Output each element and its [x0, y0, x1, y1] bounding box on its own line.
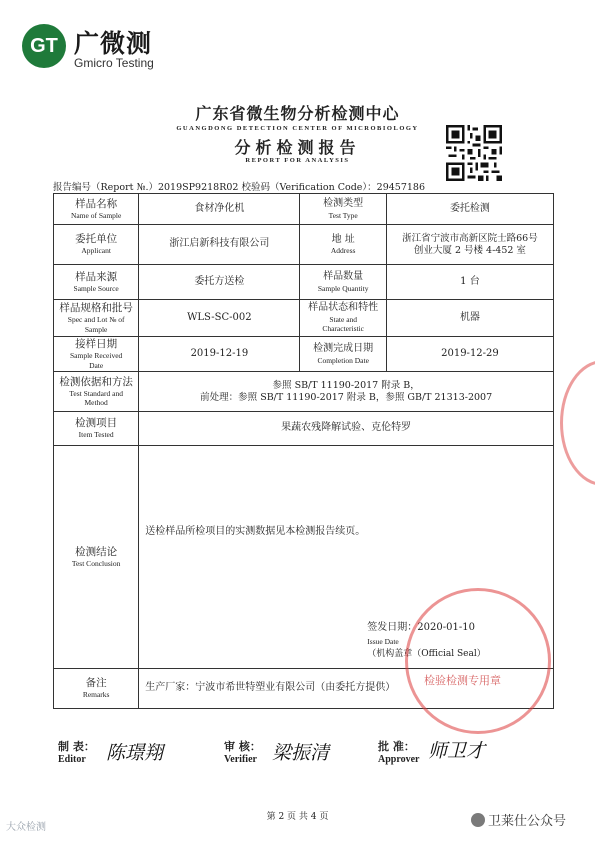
table-row: [54, 225, 554, 265]
table-row: [54, 372, 554, 412]
table-row: [54, 194, 554, 225]
value-sample-source: 委托方送检: [139, 265, 300, 300]
label-sample-source: 样品来源 Sample Source: [54, 265, 139, 300]
page-edge-seal: [560, 360, 595, 486]
logo-chinese: 广微测: [74, 29, 153, 58]
table-row: [54, 265, 554, 300]
approver-label: 批 准： Approver: [378, 740, 420, 765]
table-row: [54, 412, 554, 446]
organization-name-en: GUANGDONG DETECTION CENTER OF MICROBIOLOGY: [176, 125, 419, 132]
page-number: 第 2 页 共 4 页: [266, 812, 329, 822]
document-title-cn: 分析检测报告: [234, 138, 361, 157]
wechat-icon: [471, 813, 485, 827]
official-seal: [405, 588, 551, 734]
organization-name-cn: 广东省微生物分析检测中心: [195, 104, 400, 123]
conclusion-text: 送检样品所检项目的实测数据见本检测报告续页。: [145, 526, 366, 537]
value-applicant: 浙江启新科技有限公司: [139, 225, 300, 265]
value-sample-name: 食材净化机: [139, 194, 300, 225]
logo-mark: GT: [22, 24, 66, 68]
label-completion-date: 检测完成日期 Completion Date: [300, 337, 386, 372]
label-test-standard: 检测依据和方法 Test Standard and Method: [54, 372, 139, 412]
issue-date-en: Issue Date: [367, 637, 399, 646]
verifier-label: 审 核： Verifier: [224, 740, 261, 765]
label-remarks: 备注 Remarks: [54, 669, 139, 709]
value-remarks: 生产厂家：宁波市希世特塑业有限公司（由委托方提供）: [139, 669, 554, 709]
value-received-date: 2019-12-19: [139, 337, 300, 372]
value-test-type: 委托检测: [386, 194, 553, 225]
editor-label: 制 表： Editor: [58, 740, 95, 765]
value-spec-lot: WLS-SC-002: [139, 300, 300, 337]
label-sample-state: 样品状态和特性 State and Characteristic: [300, 300, 386, 337]
editor-signature: 陈璟翔: [106, 742, 164, 764]
verifier-signature: 梁振清: [272, 742, 330, 764]
label-conclusion: 检测结论 Test Conclusion: [54, 446, 139, 669]
approver-signature: 师卫才: [428, 740, 486, 762]
issue-date: 签发日期：2020-01-10: [367, 622, 475, 633]
label-item-tested: 检测项目 Item Tested: [54, 412, 139, 446]
document-title-en: REPORT FOR ANALYSIS: [245, 157, 350, 164]
value-sample-state: 机器: [386, 300, 553, 337]
value-test-standard: 参照 SB/T 11190-2017 附录 B， 前处理：参照 SB/T 11190-2017 附录 B，参照 GB/T 21313-2007: [139, 372, 554, 412]
table-row: [54, 300, 554, 337]
value-address: 浙江省宁波市高新区院士路66号 创业大厦 2 号楼 4-452 室: [386, 225, 553, 265]
qr-code-icon: [446, 125, 502, 181]
label-spec-lot: 样品规格和批号 Spec and Lot № of Sample: [54, 300, 139, 337]
label-applicant: 委托单位 Applicant: [54, 225, 139, 265]
label-test-type: 检测类型 Test Type: [300, 194, 386, 225]
label-sample-name: 样品名称 Name of Sample: [54, 194, 139, 225]
logo-english: Gmicro Testing: [74, 56, 154, 70]
value-completion-date: 2019-12-29: [386, 337, 553, 372]
official-seal-label: （机构盖章（Official Seal）: [367, 649, 486, 659]
value-item-tested: 果蔬农残降解试验、克伦特罗: [139, 412, 554, 446]
label-sample-quantity: 样品数量 Sample Quantity: [300, 265, 386, 300]
value-sample-quantity: 1 台: [386, 265, 553, 300]
official-seal-text: 检验检测专用章: [424, 674, 501, 687]
table-row: [54, 337, 554, 372]
label-address: 地 址 Address: [300, 225, 386, 265]
watermark-bottom-left: 大众检测: [6, 822, 46, 833]
report-number-line: 报告编号（Report №.）2019SP9218R02 校验码（Verification Code）：29457186: [53, 182, 425, 193]
label-received-date: 接样日期 Sample Received Date: [54, 337, 139, 372]
watermark-bottom-right: 卫莱仕公众号: [471, 810, 566, 829]
